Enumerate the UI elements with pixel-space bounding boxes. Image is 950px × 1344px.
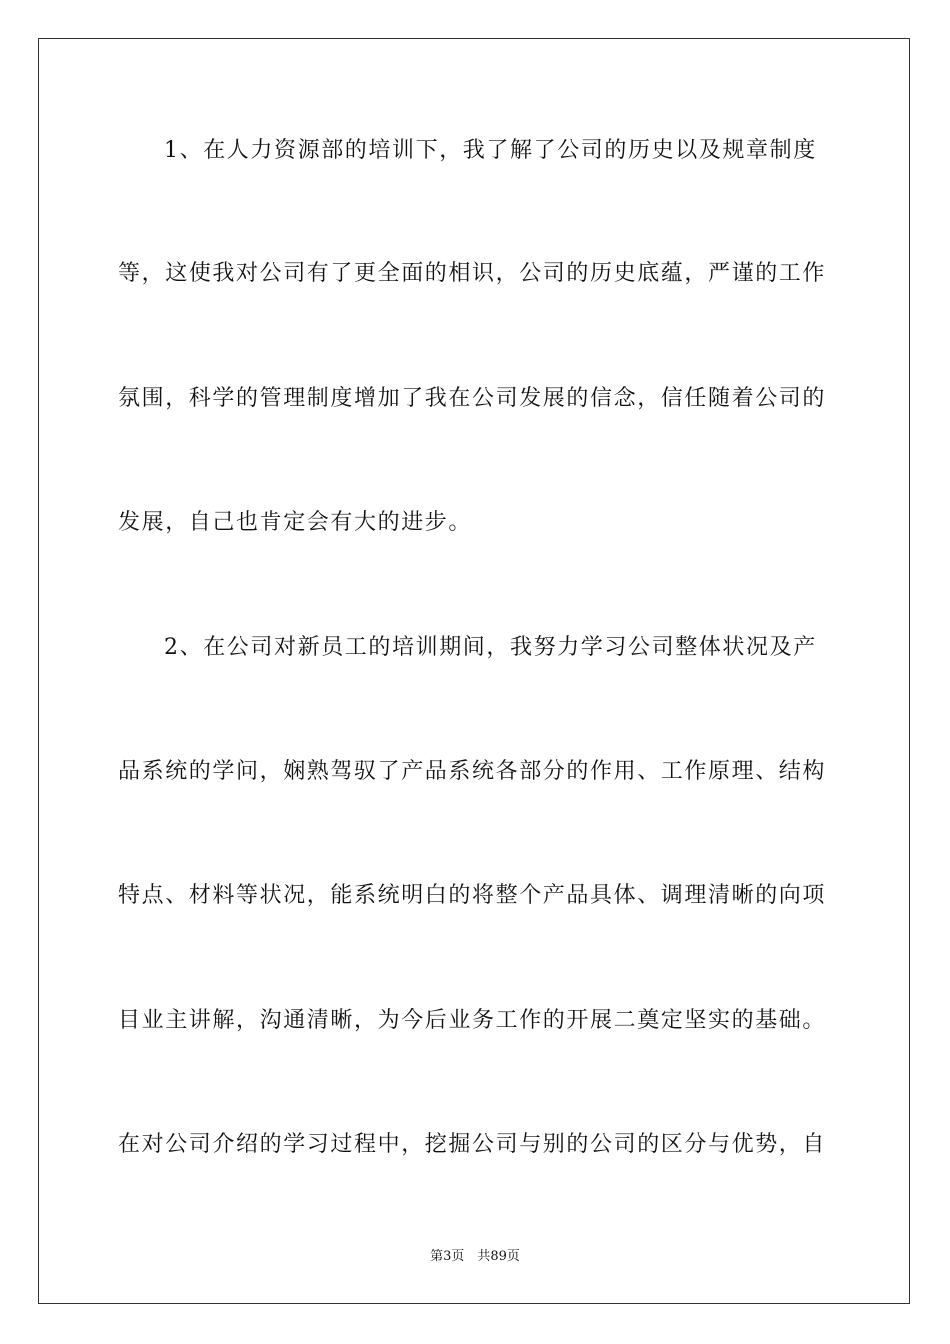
paragraph-2-line-4: 目业主讲解，沟通清晰，为今后业务工作的开展二奠定坚实的基础。 [118,1008,827,1033]
paragraph-2-line-1: 2、在公司对新员工的培训期间，我努力学习公司整体状况及产 [164,635,817,660]
paragraph-2-line-3: 特点、材料等状况，能系统明白的将整个产品具体、调理清晰的向项 [118,883,827,908]
paragraph-1-line-2: 等，这使我对公司有了更全面的相识，公司的历史底蕴，严谨的工作 [118,261,827,286]
paragraph-1-line-1: 1、在人力资源部的培训下，我了解了公司的历史以及规章制度 [164,138,817,163]
paragraph-3-line-1: 在对公司介绍的学习过程中，挖掘公司与别的公司的区分与优势，自 [118,1132,827,1157]
page-number-footer: 第3页 共89页 [430,1249,520,1264]
paragraph-2-line-2: 品系统的学问，娴熟驾驭了产品系统各部分的作用、工作原理、结构 [118,759,827,784]
paragraph-1-line-3: 氛围，科学的管理制度增加了我在公司发展的信念，信任随着公司的 [118,386,827,411]
paragraph-1-line-4: 发展，自己也肯定会有大的进步。 [118,510,473,535]
page-border [38,38,910,1304]
